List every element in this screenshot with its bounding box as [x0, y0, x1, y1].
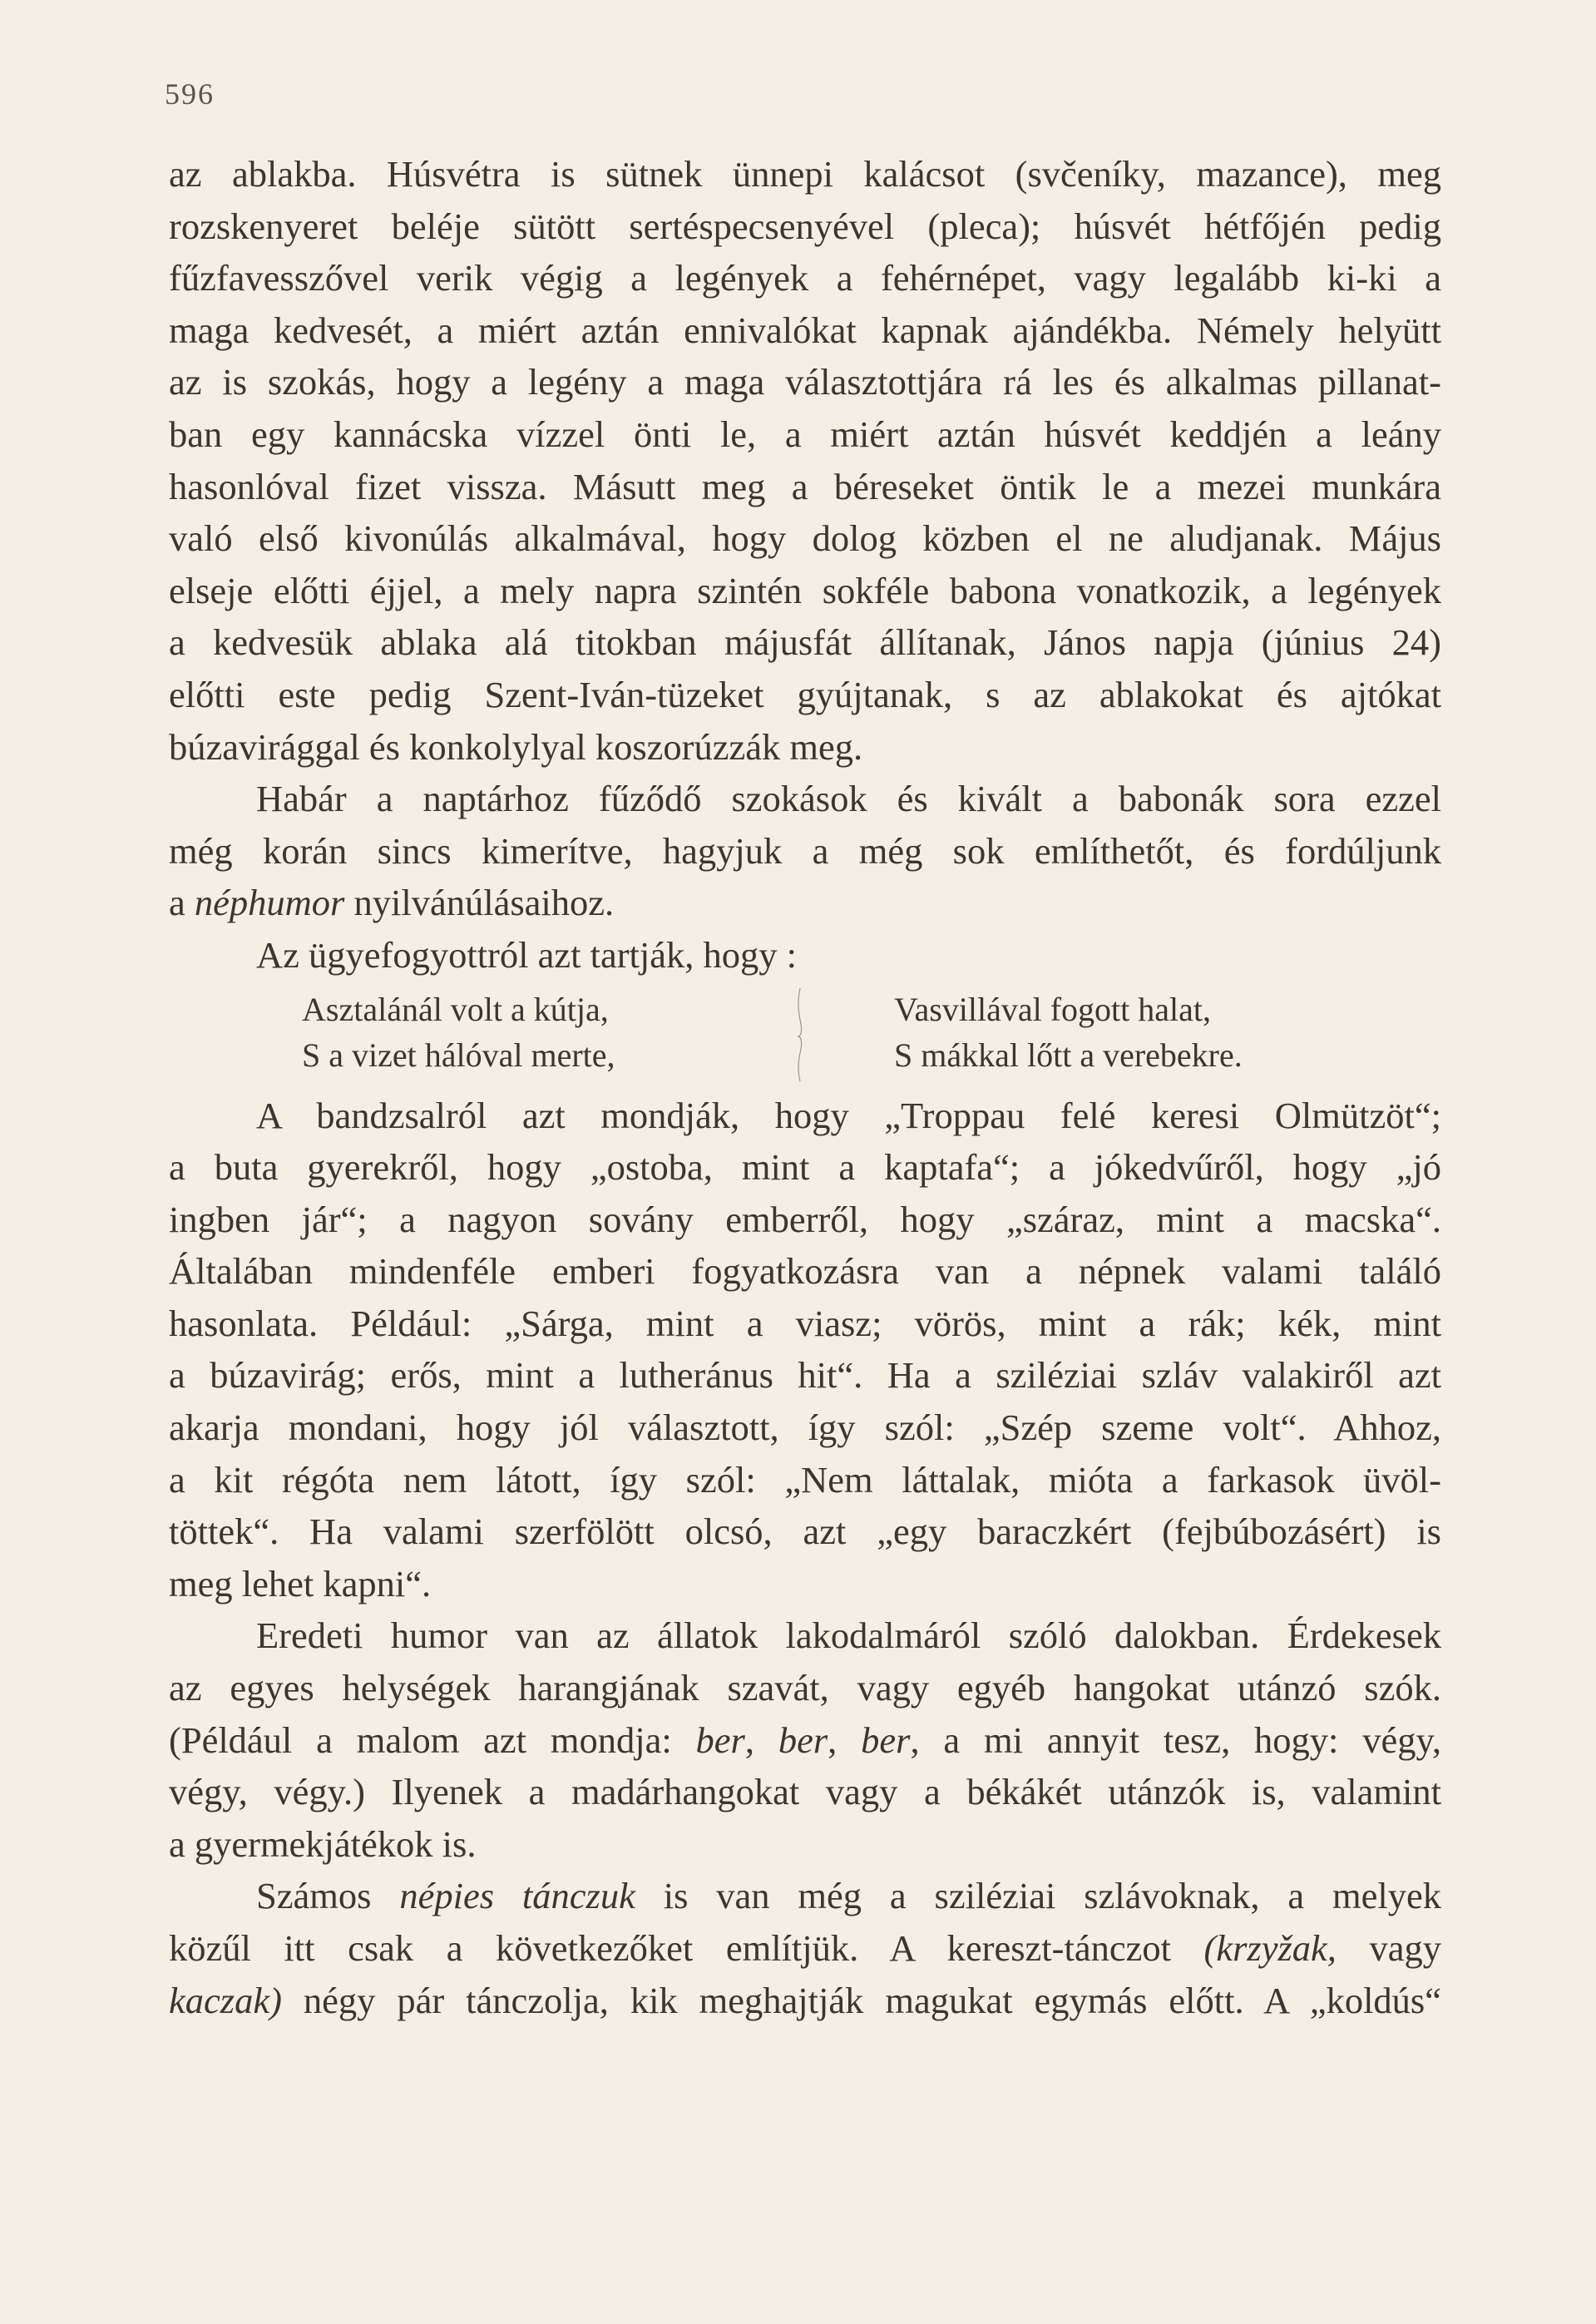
text-line: az ablakba. Húsvétra is sütnek ünnepi kalácsot (svčeníky, mazance), meg [169, 153, 1441, 195]
paragraph-easter-customs [169, 148, 1441, 773]
text-line: a búzavirág; erős, mint a lutheránus hit“. Ha a sziléziai szláv valakiről azt [169, 1354, 1441, 1397]
emphasis-nephumor: néphumor [194, 882, 345, 924]
text-line: A bandzsalról azt mondják, hogy „Troppau felé keresi Olmützöt“; [256, 1094, 1441, 1136]
text-line: hasonlóval fizet vissza. Másutt meg a béreseket öntik le a mezei munkára [169, 465, 1441, 507]
paragraph-sayings [169, 1090, 1441, 1610]
text-line: akarja mondani, hogy jól választott, így szól: „Szép szeme volt“. Ahhoz, [169, 1407, 1441, 1449]
text-line: kaczak) négy pár tánczolja, kik meghajtják magukat egymás előtt. A „koldús“ [169, 1979, 1441, 2021]
emphasis-krzyzak: (krzyžak, [1203, 1927, 1337, 1969]
text-line: ban egy kannácska vízzel önti le, a miért aztán húsvét keddjén a leány [169, 413, 1441, 455]
paragraph-folk-dances [169, 1870, 1441, 2026]
page-number: 596 [165, 77, 215, 111]
verse-quote [169, 986, 1441, 1086]
text-line: hasonlata. Például: „Sárga, mint a viasz; vörös, mint a rák; kék, mint [169, 1302, 1441, 1344]
text-line: közűl itt csak a következőket említjük. A kereszt-tánczot (krzyžak, vagy [169, 1927, 1441, 1969]
text-line: a kit régóta nem látott, így szól: „Nem láttalak, mióta a farkasok üvöl- [169, 1458, 1441, 1501]
text-line: elseje előtti éjjel, a mely napra szintén sokféle babona vonatkozik, a legények [169, 569, 1441, 611]
paragraph-folk-humor-intro [169, 773, 1441, 929]
paragraph-onomatopoeia [169, 1609, 1441, 1870]
verse-left-column [302, 986, 615, 1078]
body-text [169, 148, 1441, 2026]
verse-line: Vasvillával fogott halat, [894, 990, 1212, 1028]
text-line: az is szokás, hogy a legény a maga választottjára rá les és alkalmas pillanat- [169, 361, 1441, 403]
text-line: végy, végy.) Ilyenek a madárhangokat vagy a békákét utánzók is, valamint [169, 1771, 1441, 1813]
text-line: fűzfavesszővel verik végig a legények a fehérnépet, vagy legalább ki-ki a [169, 257, 1441, 299]
text-line: az egyes helységek harangjának szavát, vagy egyéb hangokat utánzó szók. [169, 1667, 1441, 1709]
text-line: való első kivonúlás alkalmával, hogy dolog közben el ne aludjanak. Május [169, 517, 1441, 560]
text-line: búzavirággal és konkolylyal koszorúzzák meg. [169, 725, 863, 768]
text-line: Általában mindenféle emberi fogyatkozásra van a népnek valami találó [169, 1250, 1441, 1293]
text-line: (Például a malom azt mondja: ber, ber, ber, a mi annyit tesz, hogy: végy, [169, 1718, 1441, 1761]
verse-line: Asztalánál volt a kútja, [302, 990, 609, 1028]
verse-right-column [894, 986, 1243, 1078]
text-line: Habár a naptárhoz fűződő szokások és kivált a babonák sora ezzel [256, 778, 1441, 820]
emphasis-ber: ber [861, 1718, 911, 1761]
text-line: a buta gyerekről, hogy „ostoba, mint a kaptafa“; a jókedvűről, hogy „jó [169, 1146, 1441, 1189]
text-line: ingben jár“; a nagyon sovány emberről, hogy „száraz, mint a macska“. [169, 1198, 1441, 1240]
emphasis-ber: ber [778, 1718, 828, 1761]
text-line: előtti este pedig Szent-Iván-tüzeket gyújtanak, s az ablakokat és ajtókat [169, 673, 1441, 715]
verse-line: S a vizet hálóval merte, [302, 1036, 615, 1074]
text-line: Eredeti humor van az állatok lakodalmáról szóló dalokban. Érdekesek [256, 1614, 1441, 1657]
text-line: még korán sincs kimerítve, hagyjuk a még sok említhetőt, és fordúljunk [169, 829, 1441, 872]
emphasis-nepies-tanczuk: népies tánczuk [399, 1875, 635, 1917]
text-line: rozskenyeret beléje sütött sertéspecsenyével (pleca); húsvét hétfőjén pedig [169, 205, 1441, 247]
text-line: a néphumor nyilvánúlásaihoz. [169, 882, 615, 924]
emphasis-kaczak: kaczak) [169, 1979, 282, 2021]
text-line: a gyermekjátékok is. [169, 1822, 477, 1865]
emphasis-ber: ber [695, 1718, 745, 1761]
text-line: Számos népies tánczuk is van még a sziléziai szlávoknak, a melyek [256, 1875, 1441, 1917]
verse-line: S mákkal lőtt a verebekre. [894, 1036, 1243, 1074]
text-line: meg lehet kapni“. [169, 1562, 432, 1605]
text-line: töttek“. Ha valami szerfölött olcsó, azt „egy baraczkért (fejbúbozásért) is [169, 1511, 1441, 1553]
text-line: a kedvesük ablaka alá titokban májusfát állítanak, János napja (június 24) [169, 621, 1441, 664]
verse-intro: Az ügyefogyottról azt tartják, hogy : [256, 933, 798, 976]
verse-brace-divider [793, 986, 808, 1083]
text-line: maga kedvesét, a miért aztán ennivalókat kapnak ajándékba. Némely helyütt [169, 309, 1441, 351]
